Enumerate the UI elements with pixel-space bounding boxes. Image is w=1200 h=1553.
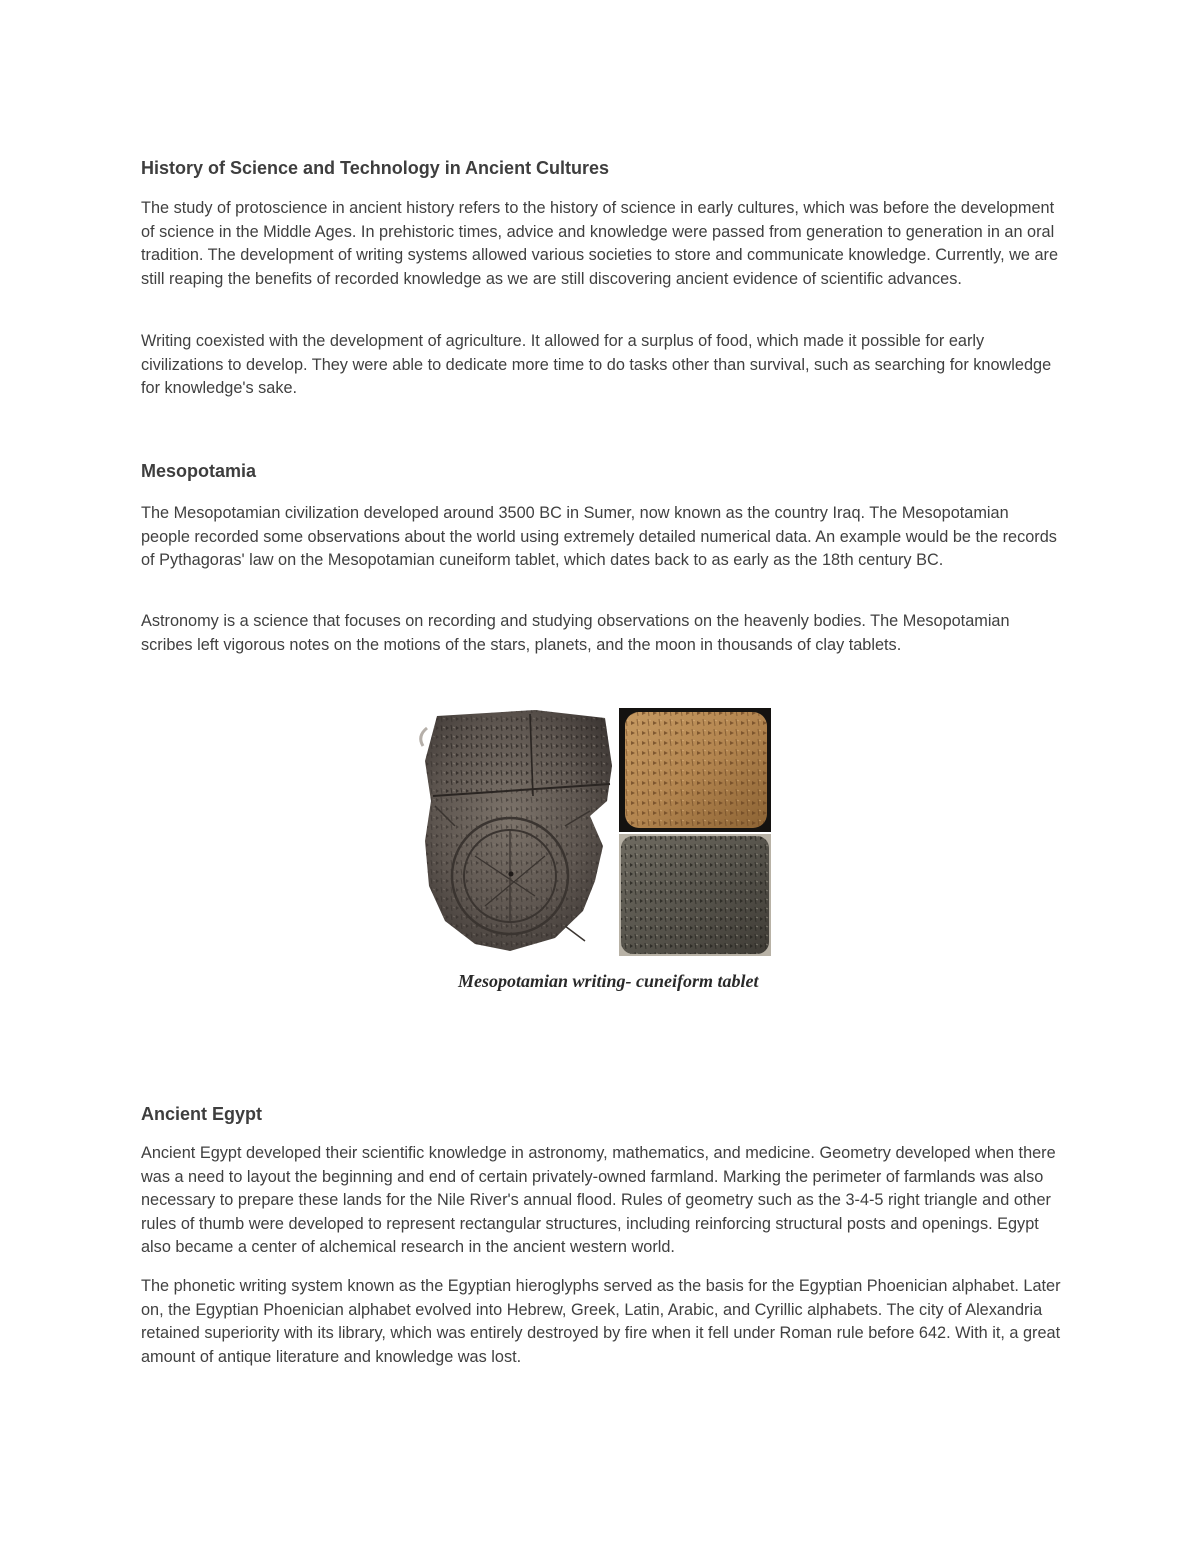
clay-tablet-image bbox=[619, 708, 771, 832]
stone-tablet-image bbox=[619, 834, 771, 956]
intro-paragraph-2: Writing coexisted with the development of agriculture. It allowed for a surplus of food, which made it possible for early civilizations to develop. They were able to dedicate more time to do tasks other than survival, such as searching for knowledge for knowledge's sake. bbox=[141, 332, 1052, 397]
mesopotamia-heading: Mesopotamia bbox=[141, 461, 257, 481]
cuneiform-tablet-figure bbox=[415, 706, 775, 1026]
document-title: History of Science and Technology in Ancient Cultures bbox=[141, 158, 610, 178]
egypt-heading: Ancient Egypt bbox=[141, 1104, 263, 1124]
mesopotamia-paragraph-1: The Mesopotamian civilization developed around 3500 BC in Sumer, now known as the country Iraq. The Mesopotamian people recorded some observations about the world using extremely detailed numerical data. An example would be the records of Pythagoras' law on the Mesopotamian cuneiform tablet, which dates back to as early as the 18th century BC. bbox=[141, 504, 1057, 569]
intro-paragraph-1: The study of protoscience in ancient history refers to the history of science in early cultures, which was before the development of science in the Middle Ages. In prehistoric times, advice and knowledge were passed from generation to generation in an oral tradition. The development of writing systems allowed various societies to store and communicate knowledge. Currently, we are still reaping the benefits of recorded knowledge as we are still discovering ancient evidence of scientific advances. bbox=[141, 199, 1059, 288]
babylonian-map-tablet-image bbox=[415, 706, 615, 956]
figure-caption: Mesopotamian writing- cuneiform tablet bbox=[458, 971, 759, 991]
egypt-paragraph-1: Ancient Egypt developed their scientific knowledge in astronomy, mathematics, and medicine. Geometry developed when there was a need to layout the beginning and end of certain privately-owned farmland. Marking the perimeter of farmlands was also necessary to prepare these lands for the Nile River's annual flood. Rules of geometry such as the 3-4-5 right triangle and other rules of thumb were developed to represent rectangular structures, including reinforcing structural posts and openings. Egypt also became a center of alchemical research in the ancient western world. bbox=[141, 1144, 1056, 1256]
mesopotamia-paragraph-2: Astronomy is a science that focuses on recording and studying observations on the heavenly bodies. The Mesopotamian scribes left vigorous notes on the motions of the stars, planets, and the moon in thousands of clay tablets. bbox=[141, 612, 1010, 654]
egypt-paragraph-2: The phonetic writing system known as the Egyptian hieroglyphs served as the basis for the Egyptian Phoenician alphabet. Later on, the Egyptian Phoenician alphabet evolved into Hebrew, Greek, Latin, Arabic, and Cyrillic alphabets. The city of Alexandria retained superiority with its library, which was entirely destroyed by fire when it fell under Roman rule before 642. With it, a great amount of antique literature and knowledge was lost. bbox=[141, 1277, 1061, 1366]
